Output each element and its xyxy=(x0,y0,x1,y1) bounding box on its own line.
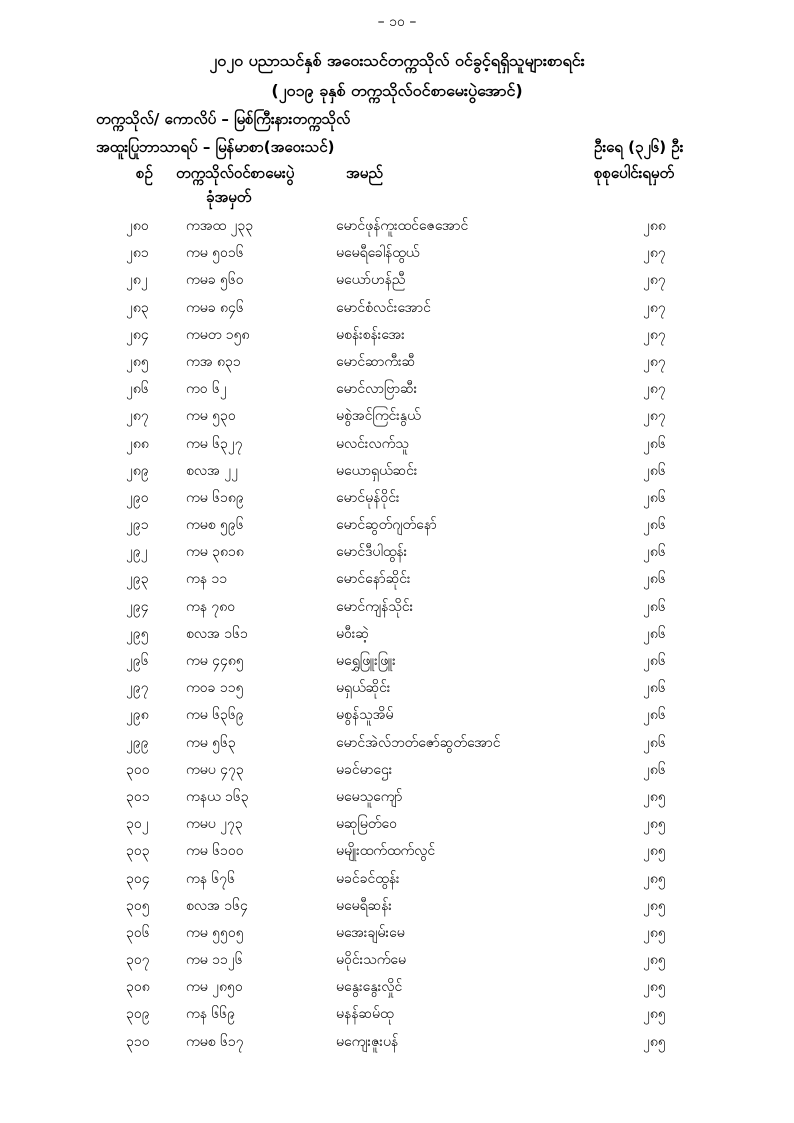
total-mark: ၂၈၆ xyxy=(643,517,666,534)
row-number: ၃၀၆ xyxy=(126,924,150,941)
table-row xyxy=(0,975,794,1002)
total-mark: ၂၈၅ xyxy=(643,1033,666,1050)
table-row xyxy=(0,703,794,730)
roll-number: ကမ ၄၄၈၅ xyxy=(186,653,244,669)
table-body xyxy=(0,214,794,1057)
table-row xyxy=(0,622,794,649)
table-row xyxy=(0,296,794,323)
table-row xyxy=(0,432,794,459)
row-number: ၂၈၉ xyxy=(126,462,149,479)
student-name: မခင်ခင်ထွန်း xyxy=(336,870,400,887)
header-mark: စုစုပေါင်းရမှတ် xyxy=(594,164,675,182)
roll-number: စလအ ၁၆၄ xyxy=(186,897,248,914)
total-mark: ၂၈၆ xyxy=(643,489,666,506)
table-row xyxy=(0,649,794,676)
roll-number: ကနယ ၁၆၃ xyxy=(186,788,249,805)
roll-number: ကန ၆၆၉ xyxy=(186,1006,236,1023)
table-row xyxy=(0,404,794,431)
student-name: မစွဲအင်ကြင်းနွယ် xyxy=(336,408,421,425)
total-mark: ၂၈၅ xyxy=(643,788,666,805)
row-number: ၃၀၃ xyxy=(126,843,150,860)
roll-number: ကမ ၆၁၈၉ xyxy=(186,489,244,506)
total-mark: ၂၈၇ xyxy=(643,299,666,316)
student-name: မဆုမြတ်ဝေ xyxy=(336,816,397,833)
total-mark: ၂၈၅ xyxy=(643,843,666,860)
total-mark: ၂၈၅ xyxy=(643,816,666,833)
roll-number: ကမ ၁၁၂၆ xyxy=(186,952,243,969)
table-row xyxy=(0,731,794,758)
table-row xyxy=(0,486,794,513)
total-mark: ၂၈၆ xyxy=(643,680,666,697)
student-name: မလင်းလက်သူ xyxy=(336,435,409,452)
total-mark: ၂၈၆ xyxy=(643,571,666,588)
row-number: ၃၀၀ xyxy=(126,761,150,778)
roll-number: ကမခ ၈၄၆ xyxy=(186,299,244,316)
row-number: ၂၉၇ xyxy=(126,680,149,697)
row-number: ၂၈၈ xyxy=(126,435,149,452)
header-name: အမည် xyxy=(346,164,383,182)
roll-number: ကန ၁၁ xyxy=(186,571,228,588)
total-mark: ၂၈၅ xyxy=(643,952,666,969)
row-number: ၃၀၂ xyxy=(126,816,149,833)
student-name: မနွေးနွေးလှိုင် xyxy=(336,979,403,996)
quota-line: ဦးရေ (၃၂၆) ဦး xyxy=(594,138,684,156)
total-mark: ၂၈၈ xyxy=(643,218,666,234)
row-number: ၂၈၀ xyxy=(126,218,149,234)
page-title: ၂၀၂၀ ပညာသင်နှစ် အဝေးသင်တက္ကသိုလ် ဝင်ခွင့်ရရှိသူများစာရင်း xyxy=(209,51,585,70)
row-number: ၂၈၄ xyxy=(126,326,149,343)
row-number: ၃၁၀ xyxy=(126,1033,150,1050)
student-name: မောင်ကျန်သိုင်း xyxy=(336,598,414,615)
total-mark: ၂၈၅ xyxy=(643,1006,666,1023)
table-row xyxy=(0,459,794,486)
roll-number: ကန ၆၇၆ xyxy=(186,870,236,887)
row-number: ၂၈၇ xyxy=(126,408,149,425)
student-name: မယောရှယ်ဆင်း xyxy=(336,462,418,479)
row-number: ၂၈၁ xyxy=(126,245,149,262)
student-name: မခင်မာဌေး xyxy=(336,761,393,778)
row-number: ၂၈၂ xyxy=(126,272,148,289)
student-name: မအေးချမ်းမေ xyxy=(336,924,405,941)
roll-number: ကမ ၂၈၅၀ xyxy=(186,979,243,996)
roll-number: ကမ ၆၁၀၀ xyxy=(186,843,244,860)
student-name: မောင်စံလင်းအောင် xyxy=(336,299,431,316)
student-name: မဝိုင်းသက်မေ xyxy=(336,952,407,969)
student-name: မောင်ဒီပါထွန်း xyxy=(336,544,408,561)
roll-number: ကမ ၆၃၂၇ xyxy=(186,435,243,452)
total-mark: ၂၈၅ xyxy=(643,924,666,941)
student-name: မောင်နော်ဆိုင်း xyxy=(336,571,411,588)
student-name: မောင်လာဗြာဆီး xyxy=(336,381,418,398)
row-number: ၃၀၁ xyxy=(126,788,150,805)
student-name: မစွန်သူအိမ် xyxy=(336,707,394,724)
table-row xyxy=(0,921,794,948)
total-mark: ၂၈၆ xyxy=(643,653,666,669)
total-mark: ၂၈၆ xyxy=(643,462,666,479)
roll-number: ကမ ၅၅၀၅ xyxy=(186,924,244,941)
row-number: ၃၀၄ xyxy=(126,870,150,887)
roll-number: ကမတ ၁၅၈ xyxy=(186,326,250,343)
table-row xyxy=(0,785,794,812)
row-number: ၃၀၇ xyxy=(126,952,150,969)
roll-number: ကမ ၆၃၆၉ xyxy=(186,707,244,724)
roll-number: ကမ ၅၀၁၆ xyxy=(186,245,244,262)
row-number: ၂၈၅ xyxy=(126,353,149,370)
table-row xyxy=(0,377,794,404)
row-number: ၂၉၄ xyxy=(126,598,149,615)
row-number: ၂၉၅ xyxy=(126,625,149,642)
total-mark: ၂၈၇ xyxy=(643,353,666,370)
student-name: မမေရီဆန်း xyxy=(336,897,392,914)
student-name: မနန်ဆမ်ထု xyxy=(336,1006,394,1023)
row-number: ၂၉၀ xyxy=(126,489,149,506)
student-name: မဝီးဆဲ့ xyxy=(336,625,369,642)
total-mark: ၂၈၇ xyxy=(643,326,666,343)
student-name: မောင်မုန်ဝိုင်း xyxy=(336,489,400,506)
total-mark: ၂၈၇ xyxy=(643,408,666,425)
roll-number: ကမပ ၂၇၃ xyxy=(186,816,243,833)
row-number: ၂၉၂ xyxy=(126,544,148,561)
table-row xyxy=(0,948,794,975)
row-number: ၂၉၉ xyxy=(126,734,149,751)
table-row xyxy=(0,595,794,622)
table-row xyxy=(0,758,794,785)
total-mark: ၂၈၆ xyxy=(643,707,666,724)
roll-number: စလအ ၂၂ xyxy=(186,462,239,479)
row-number: ၂၉၈ xyxy=(126,707,149,724)
roll-number: ကန ၇၈၀ xyxy=(186,598,236,615)
row-number: ၂၉၆ xyxy=(126,653,149,669)
student-name: မရွှေဖြူးဖြူး xyxy=(336,653,396,669)
total-mark: ၂၈၆ xyxy=(643,761,666,778)
row-number: ၃၀၅ xyxy=(126,897,150,914)
table-row xyxy=(0,676,794,703)
table-row xyxy=(0,214,794,241)
student-name: မကျေးဇူးပန် xyxy=(336,1033,399,1050)
student-name: မောင်ဖုန်ကူးထင်ဇေအောင် xyxy=(336,218,469,234)
table-row xyxy=(0,894,794,921)
table-row xyxy=(0,268,794,295)
row-number: ၂၈၆ xyxy=(126,381,149,398)
table-row xyxy=(0,241,794,268)
table-row xyxy=(0,839,794,866)
total-mark: ၂၈၇ xyxy=(643,381,666,398)
row-number: ၃၀၈ xyxy=(126,979,150,996)
row-number: ၂၈၃ xyxy=(126,299,149,316)
total-mark: ၂၈၇ xyxy=(643,272,666,289)
total-mark: ၂၈၇ xyxy=(643,245,666,262)
total-mark: ၂၈၅ xyxy=(643,897,666,914)
header-roll: တက္ကသိုလ်ဝင်စာမေးပွဲ xyxy=(176,164,295,182)
roll-number: ကမပ ၄၇၃ xyxy=(186,761,244,778)
roll-number: ကမစ ၅၉၆ xyxy=(186,517,244,534)
roll-number: ကမ ၃၈၁၈ xyxy=(186,544,244,561)
roll-number: ကမ ၅၆၃ xyxy=(186,734,236,751)
total-mark: ၂၈၆ xyxy=(643,598,666,615)
roll-number: ကအထ ၂၃၃ xyxy=(186,218,254,234)
student-name: မမေရီခေါန်ထွယ် xyxy=(336,245,420,262)
total-mark: ၂၈၅ xyxy=(643,979,666,996)
student-name: မောင်ဆွတ်ဂျတ်နော် xyxy=(336,517,437,534)
major-line: အထူးပြုဘာသာရပ် – မြန်မာစာ(အဝေးသင်) xyxy=(96,138,335,156)
table-row xyxy=(0,567,794,594)
roll-number: ကမ ၅၃၀ xyxy=(186,408,236,425)
student-name: မမေသူကျော် xyxy=(336,788,403,805)
header-roll-line2: ခုံအမှတ် xyxy=(206,188,252,206)
total-mark: ၂၈၆ xyxy=(643,435,666,452)
header-no: စဉ် xyxy=(136,164,153,182)
table-row xyxy=(0,1002,794,1029)
page-number: – ၁၀ – xyxy=(377,14,417,30)
row-number: ၂၉၁ xyxy=(126,517,149,534)
row-number: ၂၉၃ xyxy=(126,571,149,588)
student-name: မယော်ဟန်ညီ xyxy=(336,272,406,289)
roll-number: ကဝ ၆၂ xyxy=(186,381,227,398)
table-row xyxy=(0,350,794,377)
student-name: မရှယ်ဆိုင်း xyxy=(336,680,391,697)
table-row xyxy=(0,513,794,540)
row-number: ၃၀၉ xyxy=(126,1006,150,1023)
table-row xyxy=(0,1030,794,1057)
roll-number: စလအ ၁၆၁ xyxy=(186,625,248,642)
table-row xyxy=(0,540,794,567)
total-mark: ၂၈၅ xyxy=(643,870,666,887)
roll-number: ကအ ၈၃၁ xyxy=(186,353,241,370)
total-mark: ၂၈၆ xyxy=(643,544,666,561)
table-row xyxy=(0,867,794,894)
table-row xyxy=(0,323,794,350)
roll-number: ကမစ ၆၁၇ xyxy=(186,1033,244,1050)
roll-number: ကဝခ ၁၁၅ xyxy=(186,680,244,697)
total-mark: ၂၈၆ xyxy=(643,625,666,642)
table-row xyxy=(0,812,794,839)
student-name: မမျိုးထက်ထက်လွင် xyxy=(336,843,436,860)
roll-number: ကမခ ၅၆၀ xyxy=(186,272,244,289)
student-name: မောင်ဆာကီးဆီ xyxy=(336,353,416,370)
page-subtitle: (၂၀၁၉ ခုနှစ် တက္ကသိုလ်ဝင်စာမေးပွဲအောင်) xyxy=(271,81,523,100)
student-name: မောင်အဲလ်ဘတ်ဇော်ဆွတ်အောင် xyxy=(336,734,501,751)
total-mark: ၂၈၆ xyxy=(643,734,666,751)
student-name: မစန်းစန်းအေး xyxy=(336,326,405,343)
university-line: တက္ကသိုလ်/ ကောလိပ် – မြစ်ကြီးနားတက္ကသိုလ် xyxy=(96,110,351,128)
